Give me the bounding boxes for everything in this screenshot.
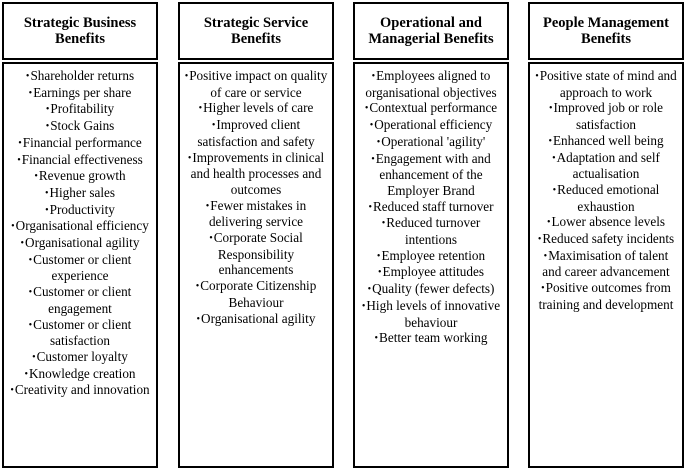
benefit-item: • Operational 'agility' bbox=[359, 134, 503, 151]
benefit-item: • Employee retention bbox=[359, 248, 503, 265]
benefit-list bbox=[355, 68, 507, 347]
benefit-item: • Stock Gains bbox=[8, 118, 152, 135]
column-body bbox=[353, 62, 509, 468]
benefit-item: • Financial performance bbox=[8, 135, 152, 152]
benefit-list bbox=[4, 68, 156, 399]
benefit-item: • Organisational efficiency bbox=[8, 218, 152, 235]
benefit-item: • Reduced safety incidents bbox=[534, 231, 678, 248]
benefit-item: • Creativity and innovation bbox=[8, 382, 152, 399]
column-header bbox=[353, 2, 509, 60]
benefit-item: • Customer or client engagement bbox=[8, 284, 152, 316]
benefit-item: • Reduced staff turnover bbox=[359, 199, 503, 216]
benefit-item: • Reduced turnover intentions bbox=[359, 215, 503, 247]
benefit-item: • Revenue growth bbox=[8, 168, 152, 185]
benefit-item: • Employees aligned to organisational objectives bbox=[359, 68, 503, 100]
benefit-item: • Maximisation of talent and career advancement bbox=[534, 248, 678, 280]
column-body bbox=[528, 62, 684, 468]
benefit-item: • Organisational agility bbox=[8, 235, 152, 252]
benefit-item: • Fewer mistakes in delivering service bbox=[184, 198, 328, 230]
column-strategic-business bbox=[2, 0, 162, 470]
column-strategic-service bbox=[178, 0, 338, 470]
column-header bbox=[178, 2, 334, 60]
benefit-item: • Contextual performance bbox=[359, 100, 503, 117]
benefit-item: • Profitability bbox=[8, 101, 152, 118]
benefit-item: • Employee attitudes bbox=[359, 264, 503, 281]
benefit-item: • Quality (fewer defects) bbox=[359, 281, 503, 298]
benefit-item: • Higher levels of care bbox=[184, 100, 328, 117]
column-title: Strategic Service Benefits bbox=[203, 15, 309, 47]
benefit-item: • Enhanced well being bbox=[534, 133, 678, 150]
column-title: Strategic Business Benefits bbox=[23, 15, 137, 47]
benefit-item: • Adaptation and self actualisation bbox=[534, 150, 678, 182]
benefit-item: • Corporate Social Responsibility enhancements bbox=[184, 230, 328, 278]
benefit-item: • Positive state of mind and approach to work bbox=[534, 68, 678, 100]
benefit-item: • Earnings per share bbox=[8, 85, 152, 102]
column-header bbox=[528, 2, 684, 60]
benefit-item: • Productivity bbox=[8, 202, 152, 219]
benefit-item: • Positive impact on quality of care or service bbox=[184, 68, 328, 100]
benefit-item: • Financial effectiveness bbox=[8, 152, 152, 169]
benefit-item: • High levels of innovative behaviour bbox=[359, 298, 503, 330]
benefit-item: • Improved client satisfaction and safety bbox=[184, 117, 328, 149]
column-title: People Management Benefits bbox=[542, 15, 670, 47]
benefit-item: • Customer or client satisfaction bbox=[8, 317, 152, 349]
column-header bbox=[2, 2, 158, 60]
benefit-list bbox=[530, 68, 682, 313]
benefit-item: • Better team working bbox=[359, 330, 503, 347]
benefit-item: • Operational efficiency bbox=[359, 117, 503, 134]
benefit-item: • Lower absence levels bbox=[534, 214, 678, 231]
column-body bbox=[178, 62, 334, 468]
benefit-item: • Improved job or role satisfaction bbox=[534, 100, 678, 132]
column-people-management bbox=[528, 0, 685, 470]
column-title: Operational and Managerial Benefits bbox=[368, 15, 494, 47]
benefit-item: • Corporate Citizenship Behaviour bbox=[184, 278, 328, 310]
benefit-item: • Engagement with and enhancement of the Employer Brand bbox=[359, 151, 503, 199]
benefit-item: • Customer or client experience bbox=[8, 252, 152, 284]
benefit-item: • Customer loyalty bbox=[8, 349, 152, 366]
column-body bbox=[2, 62, 158, 468]
benefit-item: • Knowledge creation bbox=[8, 366, 152, 383]
benefit-item: • Reduced emotional exhaustion bbox=[534, 182, 678, 214]
benefit-item: • Improvements in clinical and health processes and outcomes bbox=[184, 150, 328, 198]
benefit-item: • Positive outcomes from training and development bbox=[534, 280, 678, 312]
benefit-list bbox=[180, 68, 332, 327]
column-operational-managerial bbox=[353, 0, 513, 470]
benefit-item: • Shareholder returns bbox=[8, 68, 152, 85]
benefit-item: • Higher sales bbox=[8, 185, 152, 202]
benefit-item: • Organisational agility bbox=[184, 311, 328, 328]
